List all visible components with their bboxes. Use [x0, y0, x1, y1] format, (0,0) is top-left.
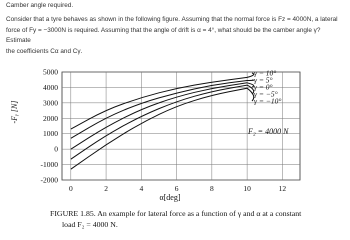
series-line [71, 88, 254, 169]
question-heading: Camber angle required. [6, 2, 74, 9]
x-tick-label: 12 [278, 184, 287, 193]
x-tick-label: 2 [104, 184, 108, 193]
series-line [71, 73, 254, 129]
legend-entry: γ = −5° [254, 89, 278, 99]
legend-entry: γ = 0° [254, 82, 273, 92]
caption-line-2: load F₂ = 4000 N. [62, 219, 118, 229]
y-tick-label: 2000 [43, 113, 58, 123]
caption-line-1: FIGURE 1.85. An example for lateral force as a function of γ and α at a constant [50, 209, 302, 218]
question-line-3: the coefficients Cα and Cγ. [6, 47, 83, 55]
x-tick-label: 0 [68, 184, 73, 193]
question-line-2: force of Fy = −3000N is required. Assuming that the angle of drift is α = 4°, what should be the camber angle γ? Estimate [6, 26, 321, 45]
fz-annotation: F₂ = 4000 N [248, 127, 289, 136]
y-tick-label: -1000 [40, 160, 58, 170]
x-axis-label: α[deg] [159, 193, 181, 202]
question-line-1: Consider that a tyre behaves as shown in the following figure. Assuming that the normal force is Fz = 4000N, a lateral [6, 16, 338, 24]
y-tick-label: 3000 [43, 98, 58, 108]
legend-entry: γ = −10° [254, 96, 282, 106]
x-tick-label: 10 [243, 184, 251, 193]
y-tick-label: -2000 [40, 175, 58, 185]
figure-caption [50, 209, 346, 230]
chart-legend [254, 69, 281, 106]
legend-entry: γ = 10° [254, 68, 277, 78]
legend-entry: γ = 5° [254, 75, 273, 85]
x-tick-label: 6 [174, 184, 179, 193]
x-tick-label: 4 [139, 184, 144, 193]
y-tick-label: 4000 [43, 82, 58, 92]
y-tick-label: 1000 [43, 129, 58, 139]
x-tick-label: 8 [209, 184, 214, 193]
y-axis-label: -Fᵧ [N] [10, 100, 19, 124]
y-tick-label: 0 [54, 144, 58, 154]
y-tick-label: 5000 [43, 67, 58, 77]
